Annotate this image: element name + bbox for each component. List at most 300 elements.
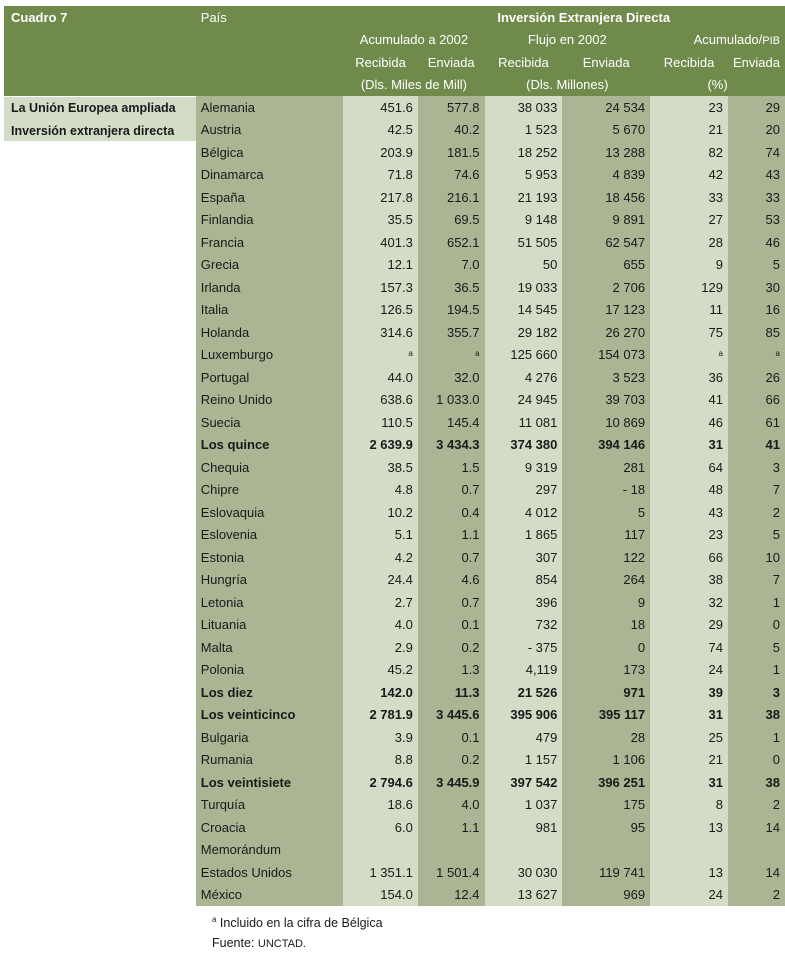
value-cell: 10 869 [562, 411, 650, 434]
fdi-table [4, 6, 785, 906]
country-name: Estados Unidos [196, 861, 344, 884]
value-cell: 652.1 [418, 231, 485, 254]
header-main: Inversión Extranjera Directa [485, 6, 728, 29]
row-spacer [4, 141, 196, 164]
table-row [4, 569, 785, 592]
source-label: Fuente: [212, 936, 258, 951]
value-cell: 395 117 [562, 704, 650, 727]
row-spacer [4, 501, 196, 524]
value-cell: 31 [650, 771, 728, 794]
value-cell: 397 542 [485, 771, 563, 794]
row-spacer [4, 726, 196, 749]
table-row [4, 434, 785, 457]
value-cell: 38 [728, 771, 785, 794]
value-cell: 16 [728, 299, 785, 322]
value-cell: 0.7 [418, 546, 485, 569]
value-cell: 126.5 [343, 299, 418, 322]
country-name: Italia [196, 299, 344, 322]
value-cell: 2 [728, 501, 785, 524]
value-cell: 9 319 [485, 456, 563, 479]
header-row-1 [4, 6, 785, 29]
row-spacer [4, 524, 196, 547]
row-spacer [4, 411, 196, 434]
value-cell: 1.5 [418, 456, 485, 479]
table-row [4, 344, 785, 367]
table-row [4, 254, 785, 277]
row-spacer [4, 321, 196, 344]
footnote-ref: a [718, 349, 723, 359]
table-row [4, 704, 785, 727]
table-row [4, 119, 785, 142]
row-spacer [4, 794, 196, 817]
value-cell: 157.3 [343, 276, 418, 299]
value-cell: 173 [562, 659, 650, 682]
row-spacer [4, 816, 196, 839]
table-row [4, 524, 785, 547]
row-spacer [4, 254, 196, 277]
table-row [4, 231, 785, 254]
value-cell: 5 953 [485, 164, 563, 187]
table-row [4, 141, 785, 164]
value-cell: 74 [650, 636, 728, 659]
value-cell: 33 [728, 186, 785, 209]
value-cell: 4 276 [485, 366, 563, 389]
row-spacer [4, 276, 196, 299]
country-name: Lituania [196, 614, 344, 637]
value-cell: 0.1 [418, 726, 485, 749]
table-row [4, 861, 785, 884]
row-spacer [4, 456, 196, 479]
table-row [4, 591, 785, 614]
value-cell: - 375 [485, 636, 563, 659]
value-cell [418, 839, 485, 862]
value-cell: 314.6 [343, 321, 418, 344]
country-name: Irlanda [196, 276, 344, 299]
value-cell: 264 [562, 569, 650, 592]
value-cell: 21 [650, 749, 728, 772]
value-cell [650, 839, 728, 862]
value-cell: 24 534 [562, 96, 650, 119]
value-cell: 41 [728, 434, 785, 457]
country-name: Los diez [196, 681, 344, 704]
value-cell: 69.5 [418, 209, 485, 232]
country-name: Bulgaria [196, 726, 344, 749]
row-spacer [4, 434, 196, 457]
value-cell: 142.0 [343, 681, 418, 704]
value-cell: 41 [650, 389, 728, 412]
country-name: Hungría [196, 569, 344, 592]
value-cell: 3.9 [343, 726, 418, 749]
row-spacer [4, 186, 196, 209]
value-cell: 14 [728, 861, 785, 884]
value-cell: 0.7 [418, 479, 485, 502]
table-row [4, 456, 785, 479]
value-cell: 29 [650, 614, 728, 637]
value-cell: 395 906 [485, 704, 563, 727]
value-cell: 31 [650, 434, 728, 457]
value-cell: 4.6 [418, 569, 485, 592]
row-spacer [4, 299, 196, 322]
value-cell: 66 [650, 546, 728, 569]
row-spacer [4, 96, 196, 119]
row-spacer [4, 771, 196, 794]
country-name: Letonia [196, 591, 344, 614]
footnote [212, 910, 383, 933]
header-sub: Recibida [343, 51, 418, 74]
value-cell [562, 839, 650, 862]
table-row [4, 794, 785, 817]
value-cell: 24.4 [343, 569, 418, 592]
country-name: Grecia [196, 254, 344, 277]
table-row [4, 681, 785, 704]
value-cell [485, 839, 563, 862]
value-cell: 1 [728, 591, 785, 614]
value-cell [343, 839, 418, 862]
value-cell: 110.5 [343, 411, 418, 434]
value-cell: 154 073 [562, 344, 650, 367]
header-units: (Dls. Millones) [485, 74, 651, 97]
value-cell: 638.6 [343, 389, 418, 412]
value-cell: 11 081 [485, 411, 563, 434]
value-cell: 655 [562, 254, 650, 277]
value-cell: 217.8 [343, 186, 418, 209]
value-cell: 36.5 [418, 276, 485, 299]
value-cell: 31 [650, 704, 728, 727]
value-cell: 18 [562, 614, 650, 637]
value-cell: 11 [650, 299, 728, 322]
value-cell: 1 106 [562, 749, 650, 772]
country-name: Los veintisiete [196, 771, 344, 794]
table-row [4, 411, 785, 434]
value-cell: 451.6 [343, 96, 418, 119]
footnote-ref: a [475, 349, 480, 359]
value-cell: 21 193 [485, 186, 563, 209]
header-pib: PIB [762, 35, 780, 48]
value-cell: 82 [650, 141, 728, 164]
table-row [4, 501, 785, 524]
value-cell: 29 182 [485, 321, 563, 344]
value-cell: 401.3 [343, 231, 418, 254]
value-cell: 30 030 [485, 861, 563, 884]
value-cell: 2 [728, 794, 785, 817]
row-spacer [4, 861, 196, 884]
value-cell: 18 252 [485, 141, 563, 164]
value-cell: 181.5 [418, 141, 485, 164]
value-cell: 0.2 [418, 636, 485, 659]
header-units: (%) [650, 74, 785, 97]
country-name: Malta [196, 636, 344, 659]
header-group-pib-label: Acumulado/ [693, 32, 763, 48]
table-row [4, 299, 785, 322]
value-cell: 24 945 [485, 389, 563, 412]
value-cell: 25 [650, 726, 728, 749]
value-cell: 5 670 [562, 119, 650, 142]
value-cell: 7 [728, 479, 785, 502]
row-spacer [4, 749, 196, 772]
value-cell: 64 [650, 456, 728, 479]
value-cell: 3 [728, 681, 785, 704]
country-name: Finlandia [196, 209, 344, 232]
row-spacer [4, 591, 196, 614]
value-cell: 18 456 [562, 186, 650, 209]
country-name: México [196, 884, 344, 907]
source-name: UNCTAD. [257, 938, 306, 951]
row-spacer [4, 366, 196, 389]
value-cell: 4.0 [343, 614, 418, 637]
header-units: (Dls. Miles de Mill) [343, 74, 484, 97]
table-subtitle-line-1: La Unión Europea ampliada [11, 101, 176, 115]
country-name: Suecia [196, 411, 344, 434]
value-cell: 2 639.9 [343, 434, 418, 457]
value-cell: 5 [728, 254, 785, 277]
value-cell: 66 [728, 389, 785, 412]
row-spacer [4, 209, 196, 232]
country-name: España [196, 186, 344, 209]
value-cell: 297 [485, 479, 563, 502]
value-cell: 2 794.6 [343, 771, 418, 794]
header-country: País [196, 6, 344, 29]
value-cell: 1 157 [485, 749, 563, 772]
value-cell: 26 [728, 366, 785, 389]
value-cell: 35.5 [343, 209, 418, 232]
value-cell: 29 [728, 96, 785, 119]
value-cell: 20 [728, 119, 785, 142]
value-cell: 46 [728, 231, 785, 254]
footnote-ref: a [775, 349, 780, 359]
value-cell: 8 [650, 794, 728, 817]
value-cell: 42 [650, 164, 728, 187]
footnote-ref: a [408, 349, 413, 359]
value-cell: 1.1 [418, 524, 485, 547]
value-cell: 5 [728, 524, 785, 547]
table-row [4, 614, 785, 637]
value-cell: 14 545 [485, 299, 563, 322]
row-spacer [4, 569, 196, 592]
value-cell: 1 351.1 [343, 861, 418, 884]
header-sub: Enviada [728, 51, 785, 74]
value-cell: 129 [650, 276, 728, 299]
row-spacer [4, 344, 196, 367]
value-cell [728, 839, 785, 862]
header-row-2 [4, 29, 785, 52]
value-cell: 45.2 [343, 659, 418, 682]
value-cell: 43 [728, 164, 785, 187]
country-name: Francia [196, 231, 344, 254]
country-name: Rumania [196, 749, 344, 772]
value-cell: 7 [728, 569, 785, 592]
value-cell: 307 [485, 546, 563, 569]
value-cell: 46 [650, 411, 728, 434]
value-cell: 122 [562, 546, 650, 569]
table-row [4, 209, 785, 232]
value-cell: 43 [650, 501, 728, 524]
value-cell: 18.6 [343, 794, 418, 817]
row-spacer [4, 704, 196, 727]
value-cell: 13 288 [562, 141, 650, 164]
value-cell: 39 703 [562, 389, 650, 412]
country-name: Portugal [196, 366, 344, 389]
country-name: Chipre [196, 479, 344, 502]
header-group-pib [650, 29, 785, 52]
value-cell: 194.5 [418, 299, 485, 322]
value-cell: 2 [728, 884, 785, 907]
value-cell: 74.6 [418, 164, 485, 187]
value-cell: 281 [562, 456, 650, 479]
value-cell [650, 344, 728, 367]
value-cell: 24 [650, 884, 728, 907]
value-cell: 1 [728, 726, 785, 749]
value-cell: 50 [485, 254, 563, 277]
value-cell: 13 627 [485, 884, 563, 907]
row-spacer [4, 389, 196, 412]
value-cell: 732 [485, 614, 563, 637]
value-cell: 154.0 [343, 884, 418, 907]
value-cell [728, 344, 785, 367]
value-cell: 2.9 [343, 636, 418, 659]
value-cell: 5 [562, 501, 650, 524]
value-cell: 33 [650, 186, 728, 209]
header-row-4 [4, 74, 785, 97]
value-cell: 0 [728, 614, 785, 637]
value-cell: 854 [485, 569, 563, 592]
country-name: Dinamarca [196, 164, 344, 187]
country-name: Eslovenia [196, 524, 344, 547]
row-spacer [4, 884, 196, 907]
header-sub: Enviada [418, 51, 485, 74]
value-cell: 61 [728, 411, 785, 434]
header-group-flow: Flujo en 2002 [485, 29, 651, 52]
value-cell: 4.8 [343, 479, 418, 502]
value-cell: 0 [562, 636, 650, 659]
row-spacer [4, 614, 196, 637]
value-cell: 125 660 [485, 344, 563, 367]
value-cell: 119 741 [562, 861, 650, 884]
value-cell: 62 547 [562, 231, 650, 254]
footnote-text: Incluido en la cifra de Bélgica [216, 916, 383, 931]
country-name: Turquía [196, 794, 344, 817]
row-spacer [4, 659, 196, 682]
value-cell: 38 033 [485, 96, 563, 119]
value-cell: 203.9 [343, 141, 418, 164]
value-cell: 479 [485, 726, 563, 749]
value-cell [343, 344, 418, 367]
value-cell: 39 [650, 681, 728, 704]
value-cell: 394 146 [562, 434, 650, 457]
value-cell: 11.3 [418, 681, 485, 704]
header-row-3 [4, 51, 785, 74]
value-cell: 9 891 [562, 209, 650, 232]
value-cell: 1.3 [418, 659, 485, 682]
value-cell: 4.0 [418, 794, 485, 817]
value-cell: 4 012 [485, 501, 563, 524]
country-name: Polonia [196, 659, 344, 682]
notes [212, 910, 383, 954]
value-cell: 4,119 [485, 659, 563, 682]
country-name: Bélgica [196, 141, 344, 164]
value-cell: 9 [650, 254, 728, 277]
value-cell: 355.7 [418, 321, 485, 344]
table-row [4, 636, 785, 659]
country-name: Croacia [196, 816, 344, 839]
value-cell: 2 781.9 [343, 704, 418, 727]
value-cell: 17 123 [562, 299, 650, 322]
table-row [4, 164, 785, 187]
value-cell: 40.2 [418, 119, 485, 142]
value-cell: 53 [728, 209, 785, 232]
value-cell: 71.8 [343, 164, 418, 187]
value-cell: 9 [562, 591, 650, 614]
country-name: Eslovaquia [196, 501, 344, 524]
value-cell: 5 [728, 636, 785, 659]
value-cell: 38.5 [343, 456, 418, 479]
country-name: Holanda [196, 321, 344, 344]
country-name: Memorándum [196, 839, 344, 862]
country-name: Reino Unido [196, 389, 344, 412]
value-cell: 1 523 [485, 119, 563, 142]
value-cell: 6.0 [343, 816, 418, 839]
country-name: Luxemburgo [196, 344, 344, 367]
value-cell: 44.0 [343, 366, 418, 389]
value-cell: 23 [650, 524, 728, 547]
table-row [4, 389, 785, 412]
table-row [4, 884, 785, 907]
value-cell: 216.1 [418, 186, 485, 209]
value-cell: 3 445.9 [418, 771, 485, 794]
table-row [4, 546, 785, 569]
header-group-accum: Acumulado a 2002 [343, 29, 484, 52]
value-cell: 1.1 [418, 816, 485, 839]
value-cell: 12.1 [343, 254, 418, 277]
header-sub: Recibida [650, 51, 728, 74]
value-cell: 3 [728, 456, 785, 479]
value-cell: 75 [650, 321, 728, 344]
table-row [4, 321, 785, 344]
value-cell: 145.4 [418, 411, 485, 434]
value-cell: 21 [650, 119, 728, 142]
value-cell: 396 [485, 591, 563, 614]
value-cell: 13 [650, 861, 728, 884]
value-cell: 4.2 [343, 546, 418, 569]
value-cell: 7.0 [418, 254, 485, 277]
value-cell: 2.7 [343, 591, 418, 614]
row-spacer [4, 636, 196, 659]
value-cell: 28 [650, 231, 728, 254]
row-spacer [4, 681, 196, 704]
value-cell [418, 344, 485, 367]
table-title: Cuadro 7 [4, 6, 196, 29]
value-cell: 971 [562, 681, 650, 704]
value-cell: 21 526 [485, 681, 563, 704]
country-name: Estonia [196, 546, 344, 569]
value-cell: 74 [728, 141, 785, 164]
value-cell: 48 [650, 479, 728, 502]
value-cell: 38 [728, 704, 785, 727]
value-cell: 577.8 [418, 96, 485, 119]
table-row [4, 659, 785, 682]
value-cell: 85 [728, 321, 785, 344]
row-spacer [4, 164, 196, 187]
value-cell: 10.2 [343, 501, 418, 524]
value-cell: 30 [728, 276, 785, 299]
value-cell: 9 148 [485, 209, 563, 232]
value-cell: 981 [485, 816, 563, 839]
row-spacer [4, 546, 196, 569]
value-cell: 117 [562, 524, 650, 547]
country-name: Los veinticinco [196, 704, 344, 727]
value-cell: 13 [650, 816, 728, 839]
value-cell: 38 [650, 569, 728, 592]
table-row [4, 276, 785, 299]
